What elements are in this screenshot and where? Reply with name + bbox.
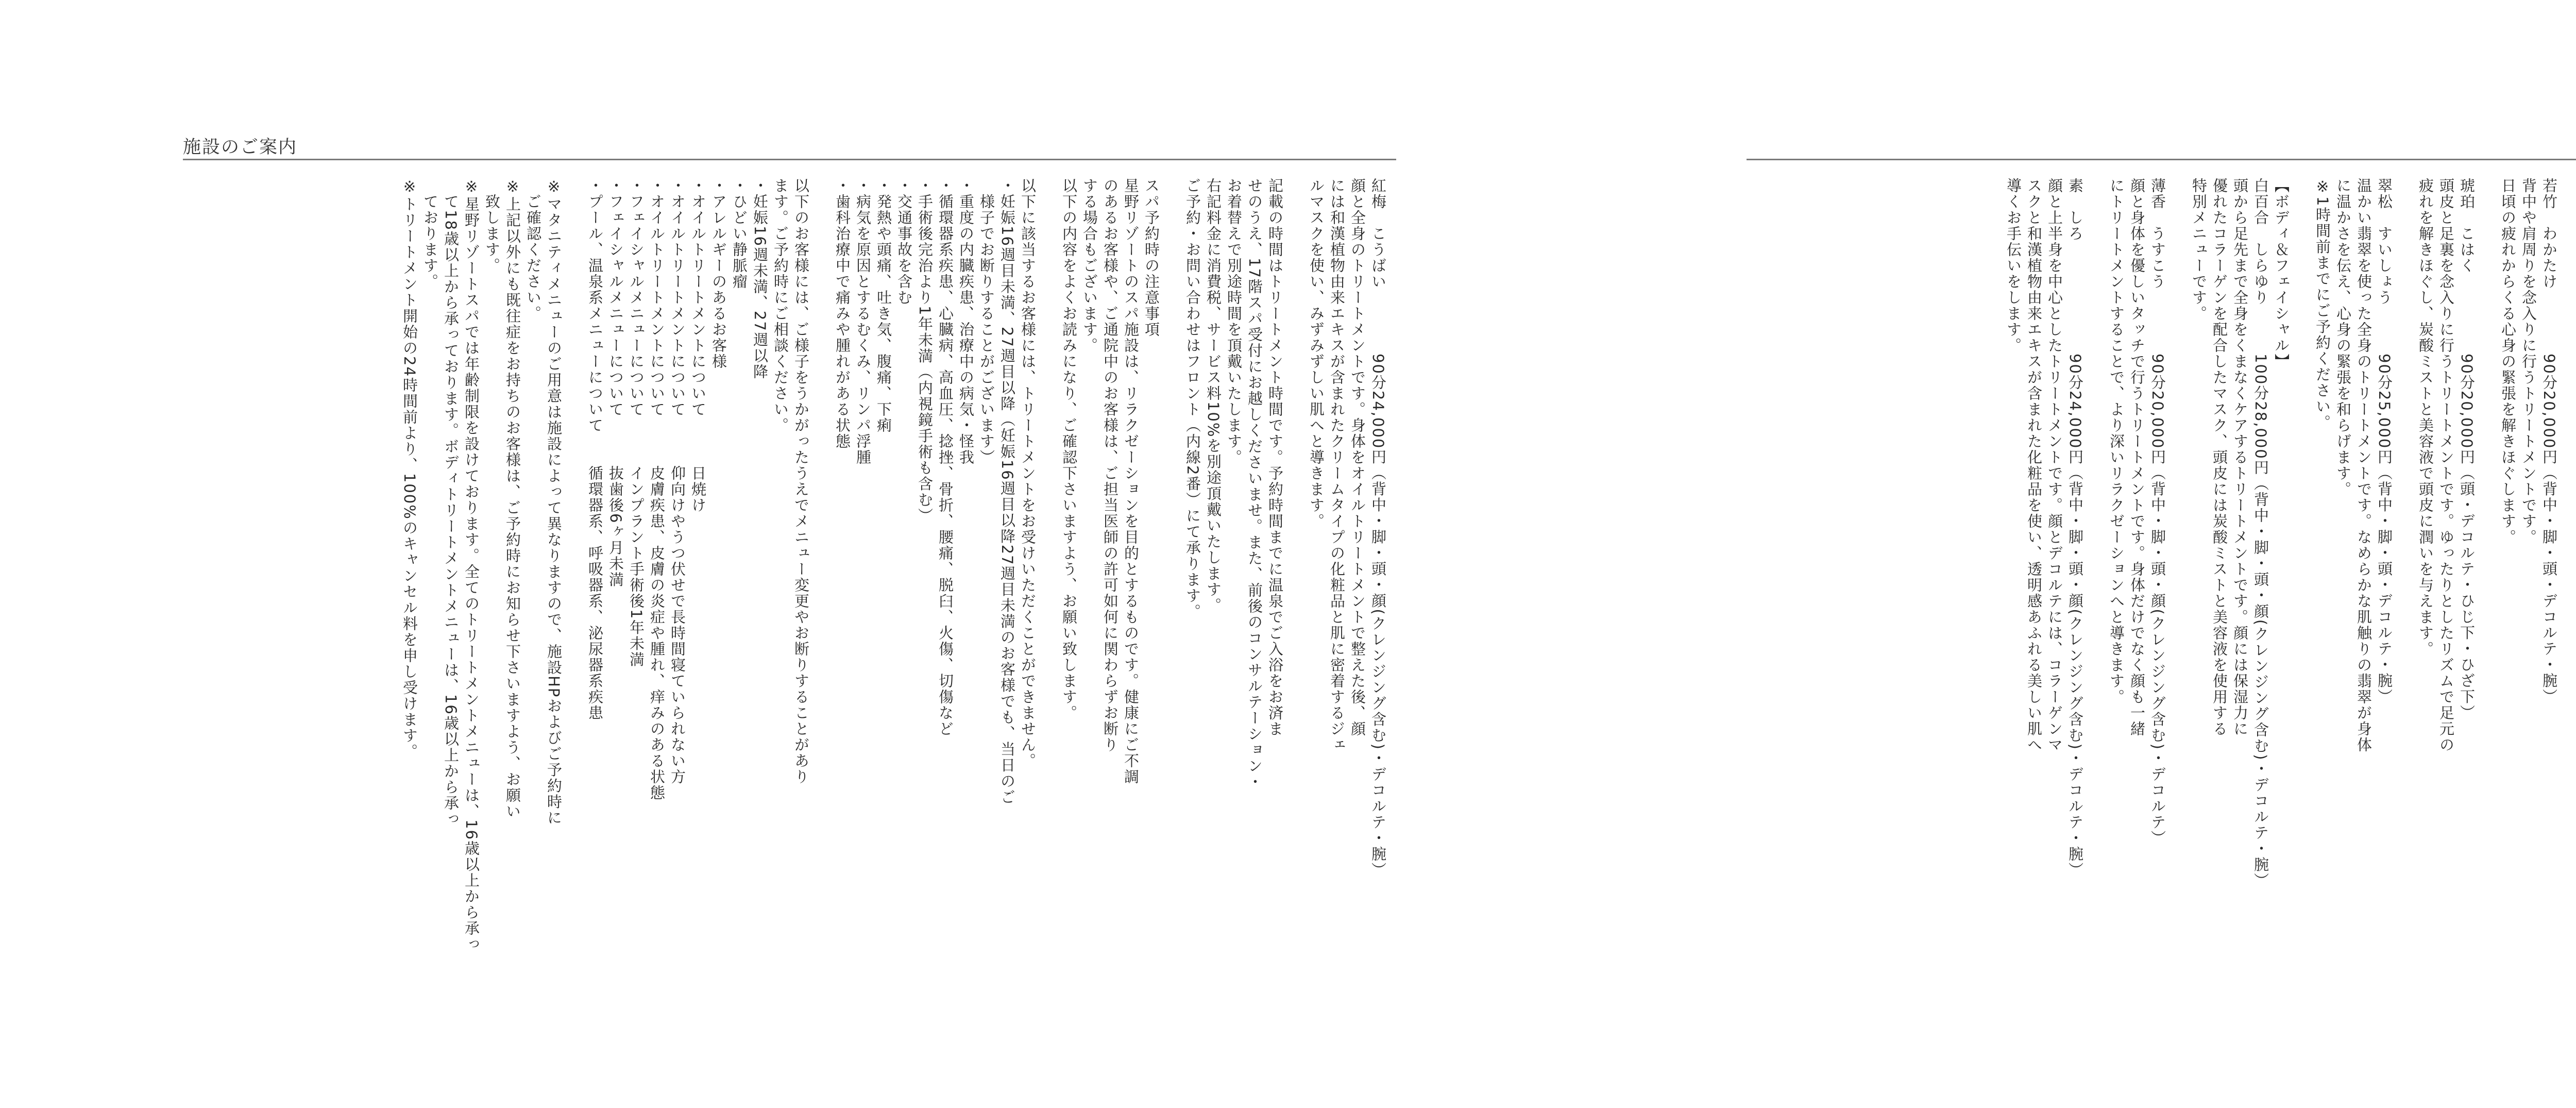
- left-page-text-line: ご確認ください。: [524, 178, 542, 322]
- left-page-text-line: スパ予約時の注意事項: [1143, 178, 1160, 338]
- right-page-text-line: 導くお手伝いをします。: [2005, 178, 2022, 354]
- right-page-text-line: 顔と上半身を中心としたトリートメントです。顔とデコルテには、コラーゲンマ: [2046, 178, 2063, 753]
- right-page-text-line: 翠松 すいしょう 90分25,000円（背中・脚・頭・デコルテ・腕）: [2376, 178, 2393, 705]
- left-header-rule: [183, 159, 1396, 160]
- left-page-text-line: ・オイルトリートメントについて 日焼け: [689, 178, 707, 513]
- left-page-text-line: 顔と全身のトリートメントです。身体をオイルトリートメントで整えた後、顔: [1349, 178, 1366, 737]
- right-page-text-line: 頭皮と足裏を念入りに行うトリートメントです。ゆったりとしたリズムで足元の: [2437, 178, 2455, 753]
- left-page-text-line: て18歳以上から承っております。ボディトリートメントメニューは、16歳以上から承っ: [442, 178, 460, 827]
- right-header-rule: [1747, 159, 2576, 160]
- left-page-header: 施設のご案内: [183, 137, 298, 158]
- left-page-text-line: 致します。: [483, 178, 501, 274]
- left-page-text-line: 以下に該当するお客様には、トリートメントをお受けいただくことができません。: [1019, 178, 1037, 769]
- left-page-text-line: ※トリートメント開始の24時間前より、100%のキャンセル料を申し受けます。: [401, 178, 418, 760]
- left-page-text-line: には和漢植物由来エキスが含まれたクリームタイプの化粧品と肌に密着するジェ: [1328, 178, 1346, 753]
- left-page-text-line: 記載の時間はトリートメント時間です。予約時間までに温泉でご入浴をお済ま: [1266, 178, 1284, 737]
- left-page-text-line: 星野リゾートのスパ施設は、リラクゼーションを目的とするものです。健康にご不調: [1122, 178, 1140, 785]
- left-page-text-line: ご予約・お問い合わせはフロント（内線2番）にて承ります。: [1184, 178, 1201, 620]
- right-page-text-line: [2477, 178, 2498, 987]
- right-page-column: [1829, 178, 2576, 987]
- right-page-text-line: 日頃の疲れからくる心身の緊張を解きほぐします。: [2499, 178, 2517, 545]
- left-page-text-line: ・ひどい静脈瘤: [731, 178, 748, 290]
- right-page-text-line: 優れたコラーゲンを配合したマスク、頭皮には炭酸ミストと美容液を使用する: [2211, 178, 2228, 737]
- left-page-text-line: [1038, 178, 1059, 987]
- right-page-text-line: 素 しろ 90分24,000円（背中・脚・頭・顔(クレンジング含む)・デコルテ・腕）: [2066, 178, 2084, 879]
- left-page-text-line: ・オイルトリートメントについて 皮膚疾患、皮膚の炎症や腫れ、痒みのある状態: [648, 178, 666, 801]
- left-page-text-line: ・妊娠16週未満、27週以降: [751, 178, 769, 380]
- right-page-text-line: [2292, 178, 2312, 987]
- left-page-text-line: ・交通事故を含む: [895, 178, 913, 306]
- left-page-text-line: ・歯科治療中で痛みや腫れがある状態: [834, 178, 851, 449]
- right-page-text-line: 頭から足先まで全身をくまなくケアするトリートメントです。顔には保湿力に: [2231, 178, 2249, 737]
- left-page-text-line: ルマスクを使い、みずみずしい肌へと導きます。: [1308, 178, 1325, 529]
- right-page-text-line: 琥珀 こはく 90分20,000円（頭・デコルテ・ひじ下・ひざ下）: [2458, 178, 2476, 721]
- left-page-text-line: 以下のお客様には、ご様子をうかがったうえでメニュー変更やお断りすることがあり: [792, 178, 810, 785]
- left-page-text-line: ・手術後完治より1年未満（内視鏡手術も含む）: [916, 178, 934, 524]
- left-page-text-line: 右記料金に消費税、サービス料10%を別途頂戴いたします。: [1205, 178, 1222, 614]
- right-page-text-line: 温かい翡翠を使った全身のトリートメントです。なめらかな肌触りの翡翠が身体: [2355, 178, 2372, 753]
- left-page-text-line: 紅梅 こうばい 90分24,000円（背中・脚・頭・顔(クレンジング含む)・デコルテ・腕）: [1369, 178, 1387, 879]
- left-page-text-line: ※マタニティメニューのご用意は施設によって異なりますので、施設HPおよびご予約時に: [545, 178, 563, 826]
- left-page-text-line: する場合もございます。: [1081, 178, 1098, 354]
- left-page-column: [183, 178, 1388, 987]
- left-page-text-line: ・フェイシャルメニューについて 抜歯後6ヶ月未満: [607, 178, 624, 588]
- right-page-text-line: 顔と身体を優しいタッチで行うトリートメントです。身体だけでなく顔も一緒: [2128, 178, 2146, 737]
- left-page-text-line: せのうえ、17階スパ受付にお越しくださいませ。また、前後のコンサルテーション・: [1246, 178, 1263, 790]
- left-page-text-line: ・妊娠16週目未満、27週目以降（妊娠16週目以降27週目未満のお客様でも、当日のご: [998, 178, 1016, 805]
- left-page-text-line: [811, 178, 832, 987]
- right-page-text-line: スクと和漢植物由来エキスが含まれた化粧品を使い、透明感あふれる美しい肌へ: [2025, 178, 2043, 753]
- left-page-text-line: ・アレルギーのあるお客様: [710, 178, 727, 370]
- right-page-text-line: 特別メニューです。: [2190, 178, 2208, 322]
- left-page-text-line: ・プール、温泉系メニューについて 循環器系、呼吸器系、泌尿器系疾患: [586, 178, 604, 721]
- left-page-text-line: ・オイルトリートメントについて 仰向けやうつ伏せで長時間寝ていられない方: [669, 178, 686, 785]
- left-page-text-line: 様子でお断りすることがございます）: [978, 178, 995, 465]
- right-page-text-line: 若竹 わかたけ 90分20,000円（背中・脚・頭・デコルテ・腕）: [2540, 178, 2558, 705]
- left-page-text-line: [1285, 178, 1306, 987]
- left-page-text-line: お着替えで別途時間を頂戴いたします。: [1225, 178, 1243, 465]
- left-page-text-line: ※上記以外にも既往症をお持ちのお客様は、ご予約時にお知らせ下さいますよう、お願い: [504, 178, 521, 819]
- left-page-text-line: [564, 178, 585, 987]
- left-page-text-line: ・フェイシャルメニューについて インプラント手術後1年未満: [628, 178, 645, 668]
- right-page-text-line: 白百合 しらゆり 100分28,000円（背中・脚・頭・顔(クレンジング含む)・デコルテ・腕）: [2252, 178, 2269, 889]
- left-page-text-line: のあるお客様や、ご通院中のお客様は、ご担当医師の許可如何に関わらずお断り: [1101, 178, 1119, 753]
- left-page-text-line: ・重度の内臓疾患、治療中の病気・怪我: [957, 178, 975, 465]
- left-page-text-line: ております。: [421, 178, 439, 290]
- right-page-text-line: ※1時間前までにご予約ください。: [2314, 178, 2331, 431]
- right-page-text-line: [2168, 178, 2189, 987]
- right-page-text-line: 疲れを解きほぐし、炭酸ミストと美容液で頭皮に潤いを与えます。: [2417, 178, 2434, 657]
- left-page-text-line: ・病気を原因とするむくみ、リンパ浮腫: [854, 178, 872, 465]
- right-page-text-line: [2560, 178, 2576, 987]
- left-page-text-line: ます。ご予約時にご相談ください。: [772, 178, 789, 433]
- right-page-text-line: にトリートメントすることで、より深いリラクゼーションへと導きます。: [2108, 178, 2125, 705]
- left-page-text-line: ※星野リゾートスパでは年齢制限を設けております。全てのトリートメントメニューは、16歳以上から承っ: [463, 178, 480, 952]
- left-page-text-line: ・発熱や頭痛、吐き気、腹痛、下痢: [875, 178, 892, 433]
- right-page-text-line: 【ボディ＆フェイシャル】: [2273, 178, 2290, 370]
- right-page-text-line: [2086, 178, 2106, 987]
- left-page-text-line: 以下の内容をよくお読みになり、ご確認下さいますよう、お願い致します。: [1060, 178, 1078, 721]
- right-page-text-line: [2395, 178, 2415, 987]
- left-page-text-line: ・循環器系疾患、心臓病、高血圧、捻挫、骨折、腰痛、脱臼、火傷、切傷など: [937, 178, 954, 737]
- right-page-text-line: 背中や肩周りを念入りに行うトリートメントです。: [2520, 178, 2537, 545]
- right-page-text-line: 薄香 うすこう 90分20,000円（背中・脚・頭・顔(クレンジング含む)・デコルテ）: [2149, 178, 2166, 847]
- left-page-text-line: [1162, 178, 1182, 987]
- right-page-text-line: に温かさを伝え、心身の緊張を和らげます。: [2334, 178, 2352, 497]
